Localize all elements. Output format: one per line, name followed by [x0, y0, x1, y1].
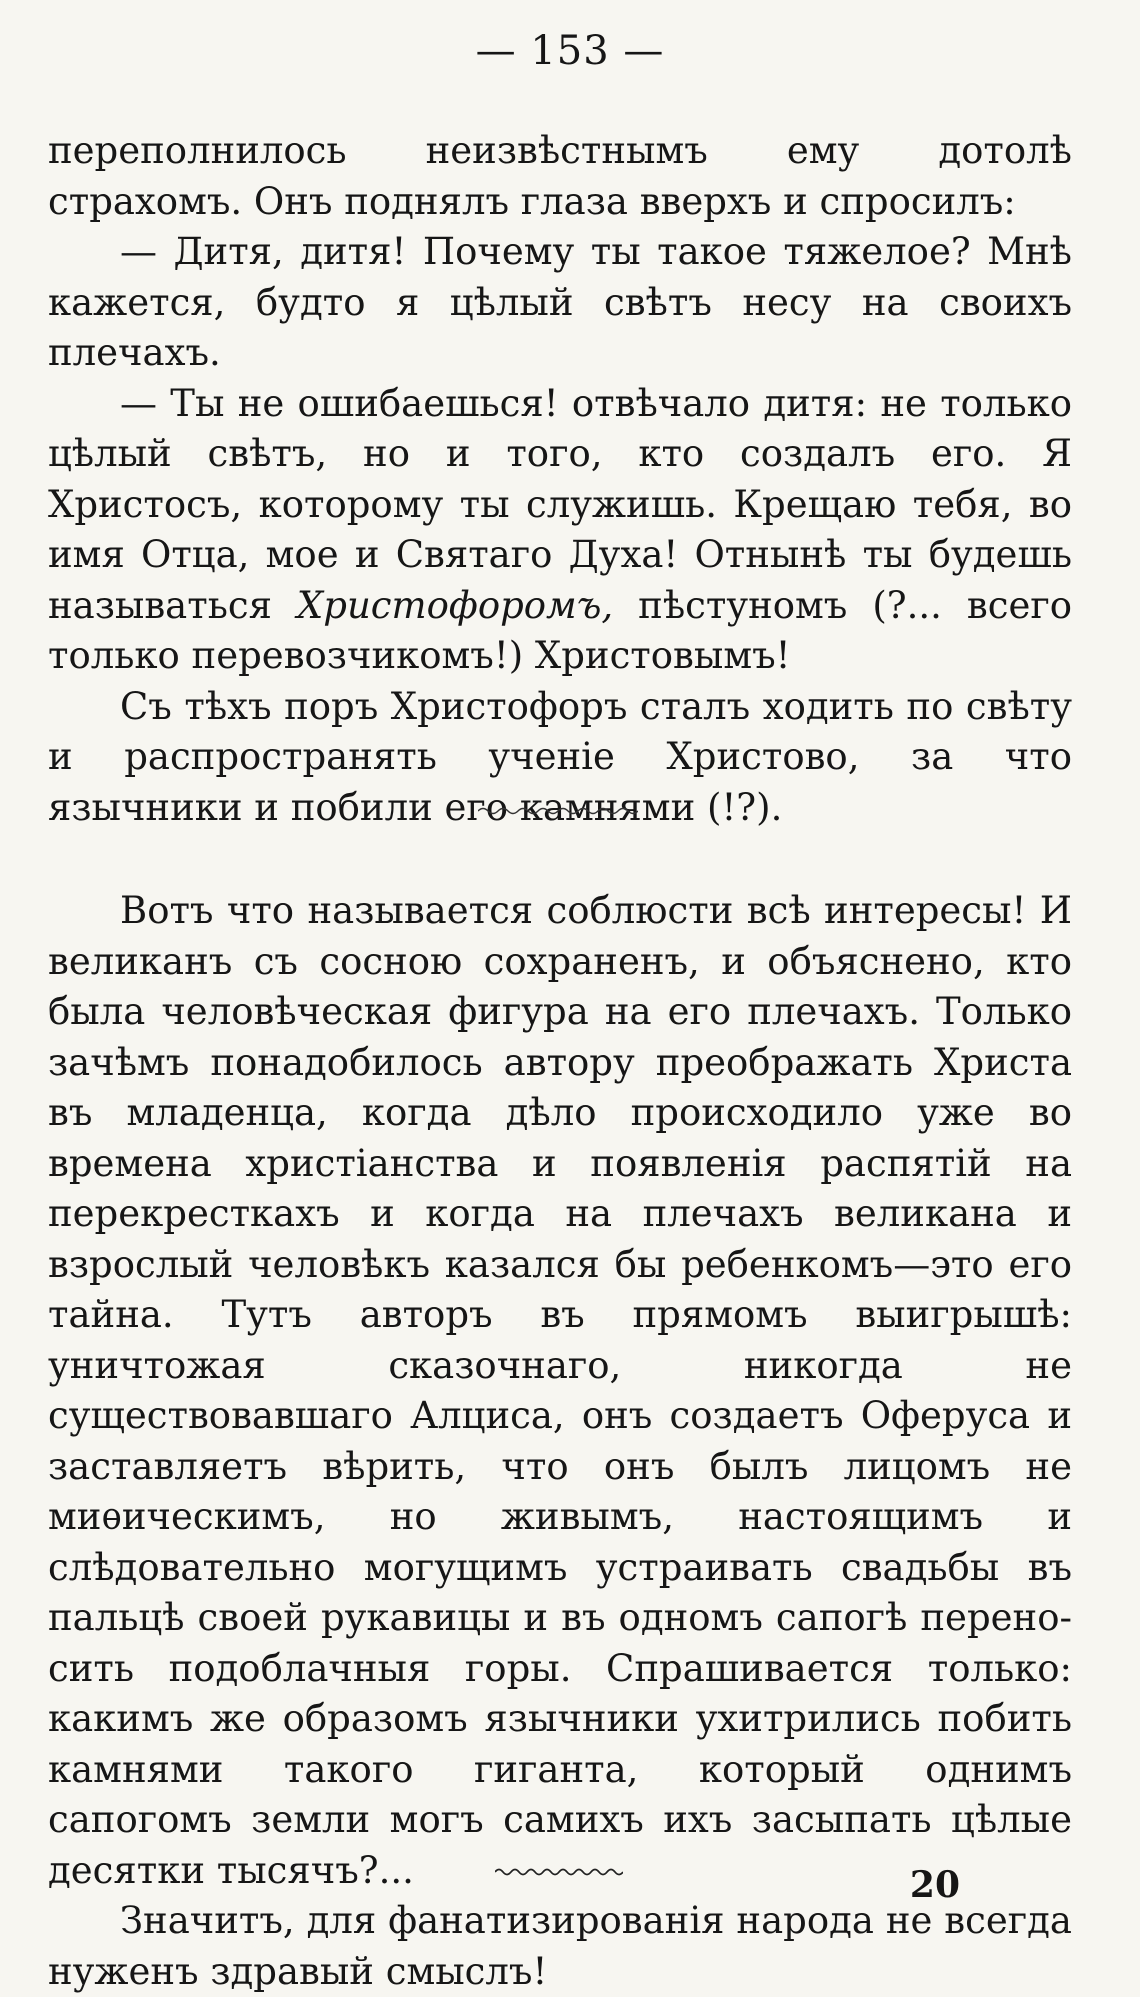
paragraph-dialogue-2	[48, 379, 1072, 682]
italic-name-christophorus: Христофоромъ,	[296, 583, 614, 627]
paragraph-continuation: переполнилось неизвѣстнымъ ему дотолѣ страхомъ. Онъ поднялъ глаза вверхъ и спросилъ:	[48, 129, 1072, 223]
paragraph-final-remark: Значитъ, для фанатизированія народа не всегда нуженъ здравый смыслъ!	[48, 1899, 1072, 1993]
page-number-header: — 153 —	[475, 28, 665, 74]
text-section-1	[48, 126, 1072, 833]
paragraph-commentary: Вотъ что называется соблюсти всѣ интересы! И великанъ съ сосною сохраненъ, и объяснено, кто была человѣческая фигура на его плечахъ. Только зачѣмъ понадобилось автору преображать Христа въ младенца, когда дѣло происходило уже во времена христіанства и появленія распятій на перекресткахъ и когда на плечахъ великана и взрослый человѣкъ казался бы ребенкомъ—это его тайна. Тутъ авторъ въ прямомъ выигрышѣ: уничтожая сказочнаго, никогда не существовавшаго Алциса, онъ создаетъ Оферуса и заставляетъ вѣрить, что онъ былъ лицомъ не миѳическимъ, но живымъ, настоящимъ и слѣдовательно могущимъ устраивать свадьбы въ пальцѣ своей рукавицы и въ одномъ сапогѣ переносить подоблачныя горы. Спрашивается только: какимъ же образомъ язычники ухитрились побить камнями такого гиганта, который однимъ сапогомъ земли могъ самихъ ихъ засыпать цѣлые десятки тысячъ?...	[48, 889, 1072, 1892]
dialogue-2-text-end: пѣстуномъ (?... всего только перевозчикомъ!) Христовымъ!	[48, 583, 1072, 677]
paragraph-dialogue-1: — Дитя, дитя! Почему ты такое тяжелое? Мнѣ кажется, будто я цѣлый свѣтъ несу на своихъ плечахъ.	[48, 230, 1072, 374]
paragraph-conclusion: Съ тѣхъ поръ Христофоръ сталъ ходить по свѣту и распространять ученіе Христово, за что язычники и побили его камнями (!?).	[48, 684, 1072, 829]
text-section-2	[48, 886, 1072, 1997]
dialogue-2-text-start: — Ты не ошибаешься! отвѣчало дитя: не только цѣлый свѣтъ, но и того, кто создалъ его. Я Христосъ, которому ты служишь. Крещаю тебя, во имя Отца, мое и Святаго Духа! Отнынѣ ты будешь называться	[48, 381, 1072, 627]
ornamental-divider-1	[478, 806, 638, 816]
ornamental-divider-2	[495, 1866, 623, 1876]
printer-signature-number: 20	[909, 1864, 960, 1906]
